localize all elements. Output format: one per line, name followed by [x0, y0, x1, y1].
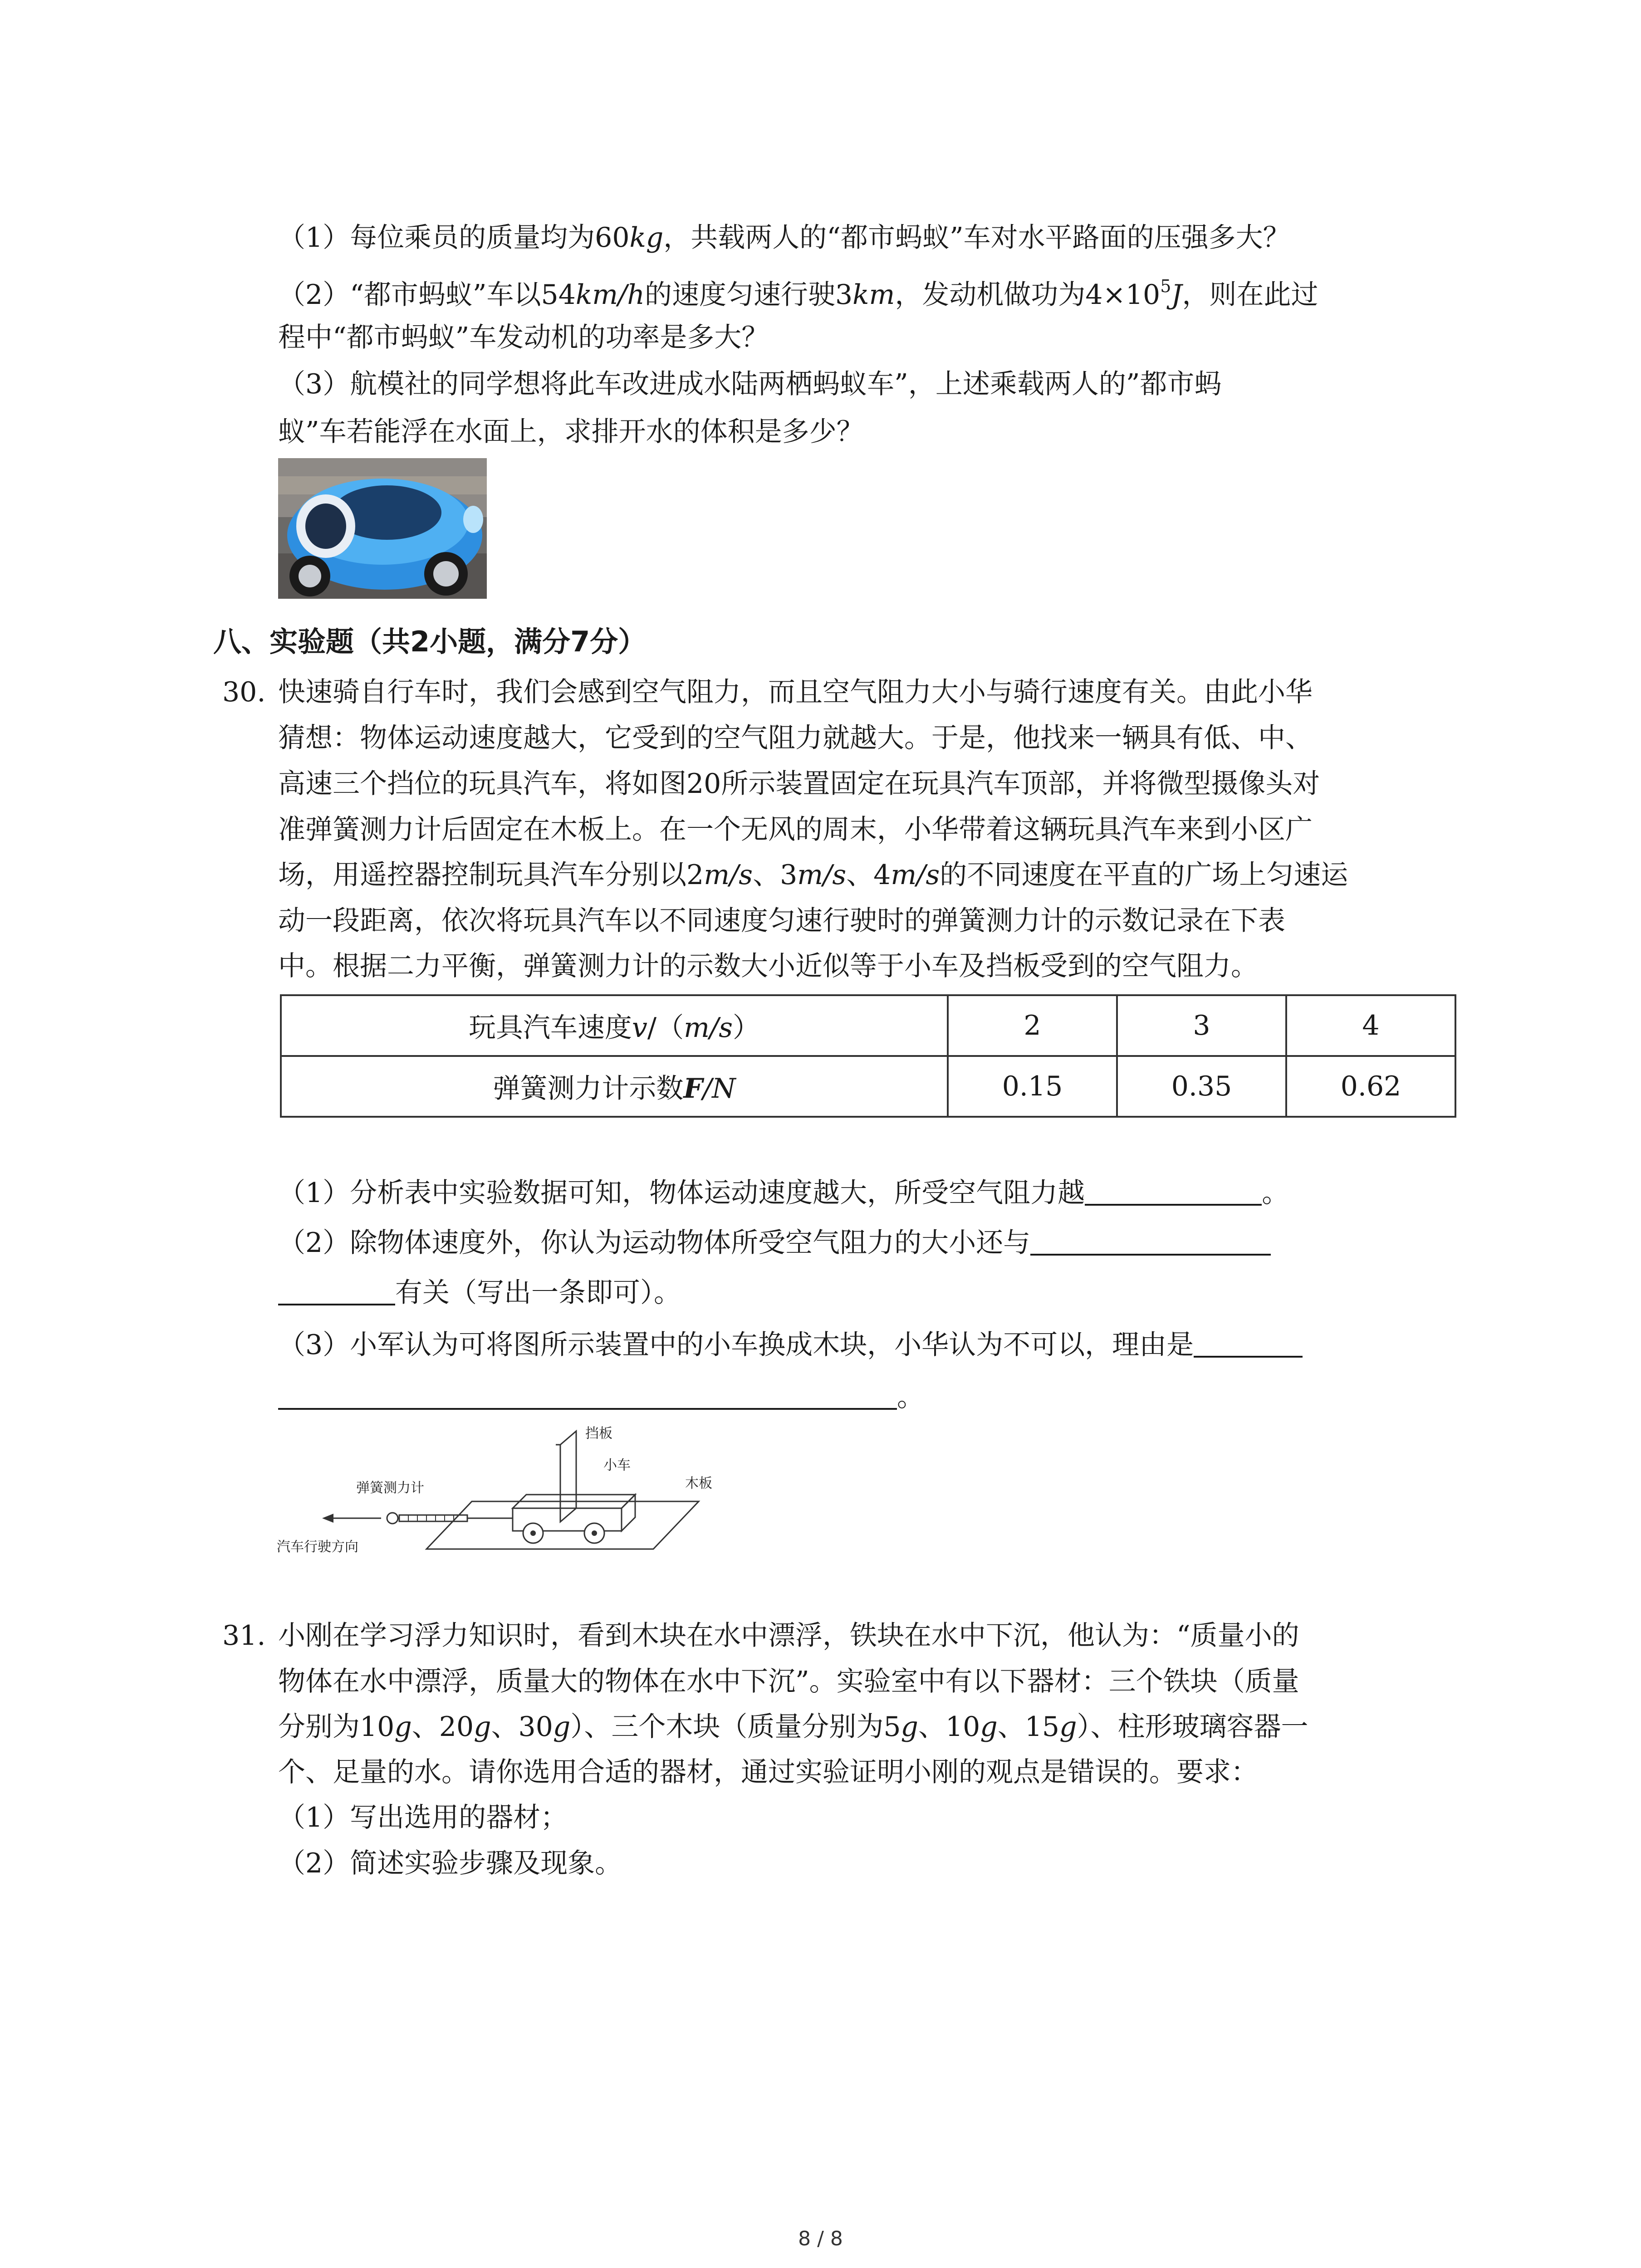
q30-sub1-end: 。	[1262, 1177, 1289, 1209]
data-table	[280, 994, 1456, 1118]
q31-l3-d: ）、三个木块（质量分别为5	[570, 1711, 901, 1743]
q31-sub2: （2）简述实验步骤及现象。	[278, 1848, 622, 1879]
table-row-label-speed	[281, 995, 948, 1056]
page-number: 8 / 8	[798, 2227, 843, 2250]
q30-sub3-end: 。	[897, 1381, 924, 1413]
q31-l3-c: 、30	[491, 1711, 553, 1743]
unit-kmh: km/h	[575, 279, 645, 311]
unit-g: g	[474, 1711, 491, 1743]
unit-g: g	[1059, 1711, 1077, 1743]
label-spring-scale: 弹簧测力计	[356, 1480, 424, 1496]
q29-part1	[278, 220, 1290, 256]
table-row-label-force	[281, 1056, 948, 1117]
unit-kg: kg	[629, 222, 664, 254]
q31-line2: 物体在水中漂浮，质量大的物体在水中下沉”。实验室中有以下器材：三个铁块（质量	[278, 1666, 1299, 1697]
table-row	[281, 995, 1455, 1056]
q29-p2-b: 的速度匀速行驶3	[644, 279, 853, 311]
q31-l3-h: ）、柱形玻璃容器一	[1077, 1711, 1308, 1743]
label-text: /	[702, 1073, 712, 1105]
table-cell: 0.62	[1286, 1056, 1455, 1117]
q30-line5-c: 、4	[846, 859, 891, 891]
q30-sub3-text: （3）小军认为可将图所示装置中的小车换成木块，小华认为不可以，理由是	[278, 1329, 1194, 1361]
q30-sub2-line2	[278, 1275, 681, 1311]
q30-line2: 猜想：物体运动速度越大，它受到的空气阻力就越大。于是，他找来一辆具有低、中、	[278, 722, 1313, 754]
unit-g: g	[980, 1711, 998, 1743]
q30-line5-d: 的不同速度在平直的广场上匀速运	[940, 859, 1348, 891]
q29-p2-c: ，发动机做功为4×10	[895, 279, 1161, 311]
q29-part2	[278, 277, 1318, 313]
q31-number: 31.	[222, 1620, 266, 1652]
q30-line5	[278, 857, 1348, 893]
q30-sub1-text: （1）分析表中实验数据可知，物体运动速度越大，所受空气阻力越	[278, 1177, 1085, 1209]
q30-sub2	[278, 1225, 1271, 1261]
var-v: v	[632, 1012, 647, 1044]
var-f: F	[683, 1073, 703, 1105]
q30-line5-b: 、3	[753, 859, 798, 891]
q30-sub2-end: 有关（写出一条即可）。	[395, 1277, 681, 1309]
city-ant-car-photo	[278, 458, 487, 599]
q30-sub3-line2	[278, 1379, 924, 1415]
q31-l3-e: 、10	[918, 1711, 980, 1743]
label-text: /（	[647, 1012, 684, 1044]
answer-blank[interactable]	[1194, 1329, 1303, 1358]
table-row	[281, 1056, 1455, 1117]
q31-l3-a: 分别为10	[278, 1711, 395, 1743]
q31-line3	[278, 1709, 1308, 1745]
unit-g: g	[553, 1711, 571, 1743]
q31-l3-b: 、20	[411, 1711, 474, 1743]
q30-sub1	[278, 1175, 1289, 1211]
q29-p2-d: ，则在此过	[1182, 279, 1318, 311]
q29-part3-line1: （3）航模社的同学想将此车改进成水陆两栖蚂蚁车”，上述乘载两人的”都市蚂	[278, 368, 1222, 400]
table-cell: 0.35	[1117, 1056, 1286, 1117]
q29-p1-text: （1）每位乘员的质量均为60	[278, 222, 630, 254]
table-cell: 4	[1286, 995, 1455, 1056]
unit-g: g	[394, 1711, 412, 1743]
section-heading: 八、实验题（共2小题，满分7分）	[213, 625, 647, 658]
unit-km: km	[852, 279, 895, 311]
label-baffle: 挡板	[585, 1426, 612, 1442]
unit-g: g	[901, 1711, 918, 1743]
q29-part2-line2: 程中“都市蚂蚁”车发动机的功率是多大？	[278, 322, 769, 353]
q31-line4: 个、足量的水。请你选用合适的器材，通过实验证明小刚的观点是错误的。要求：	[278, 1756, 1258, 1788]
q31-l3-f: 、15	[997, 1711, 1060, 1743]
unit-ms: m/s	[704, 859, 753, 891]
label-cart: 小车	[603, 1457, 631, 1473]
q30-line1: 快速骑自行车时，我们会感到空气阻力，而且空气阻力大小与骑行速度有关。由此小华	[278, 676, 1313, 708]
q29-p1-text-end: ，共载两人的“都市蚂蚁”车对水平路面的压强多大？	[663, 222, 1290, 254]
q31-line1: 小刚在学习浮力知识时，看到木块在水中漂浮，铁块在水中下沉，他认为：“质量小的	[278, 1620, 1299, 1652]
label-board: 木板	[685, 1476, 712, 1491]
table-cell: 0.15	[948, 1056, 1117, 1117]
answer-blank[interactable]	[278, 1276, 395, 1305]
q30-line4: 准弹簧测力计后固定在木板上。在一个无风的周末，小华带着这辆玩具汽车来到小区广	[278, 814, 1313, 846]
q30-number: 30.	[222, 676, 266, 708]
unit-ms: m/s	[684, 1012, 733, 1044]
answer-blank[interactable]	[1085, 1177, 1262, 1206]
label-direction: 汽车行驶方向	[277, 1539, 358, 1555]
label-text: 弹簧测力计示数	[493, 1073, 684, 1105]
q30-line7: 中。根据二力平衡，弹簧测力计的示数大小近似等于小车及挡板受到的空气阻力。	[278, 950, 1258, 982]
answer-blank[interactable]	[1030, 1227, 1271, 1256]
q29-part3-line2: 蚁”车若能浮在水面上，求排开水的体积是多少？	[278, 416, 864, 448]
q30-line3: 高速三个挡位的玩具汽车，将如图20所示装置固定在玩具汽车顶部，并将微型摄像头对	[278, 768, 1320, 800]
q30-line6: 动一段距离，依次将玩具汽车以不同速度匀速行驶时的弹簧测力计的示数记录在下表	[278, 905, 1285, 937]
unit-ms: m/s	[797, 859, 847, 891]
q30-sub3	[278, 1327, 1303, 1363]
unit-ms: m/s	[891, 859, 940, 891]
table-cell: 2	[948, 995, 1117, 1056]
label-text: 玩具汽车速度	[468, 1012, 632, 1044]
q30-sub2-text: （2）除物体速度外，你认为运动物体所受空气阻力的大小还与	[278, 1227, 1031, 1259]
label-text: ）	[733, 1012, 760, 1044]
q29-p2-a: （2）“都市蚂蚁”车以54	[278, 279, 576, 311]
exponent: 5	[1160, 276, 1171, 296]
answer-blank[interactable]	[278, 1381, 897, 1410]
experiment-diagram	[277, 1420, 730, 1565]
unit-n: N	[712, 1073, 736, 1105]
q30-line5-a: 场，用遥控器控制玩具汽车分别以2	[278, 859, 704, 891]
q31-sub1: （1）写出选用的器材；	[278, 1802, 568, 1833]
unit-j: J	[1171, 279, 1182, 311]
table-cell: 3	[1117, 995, 1286, 1056]
